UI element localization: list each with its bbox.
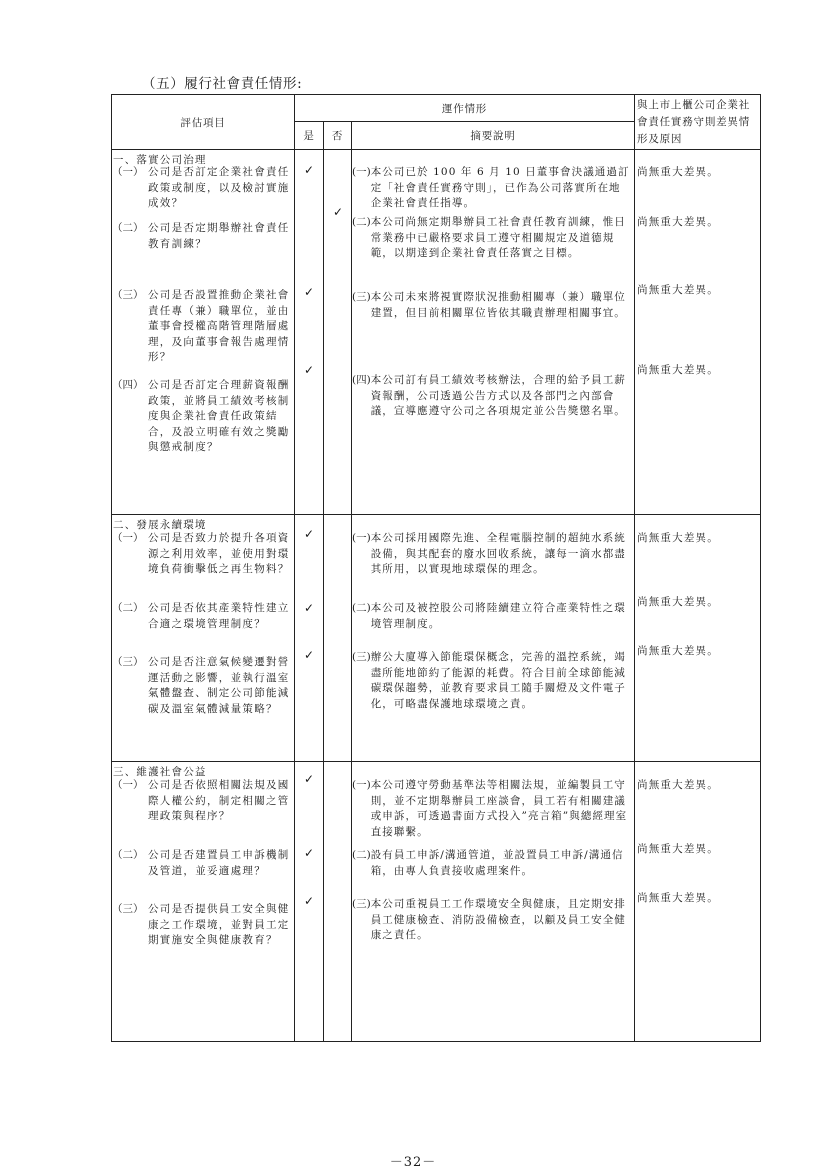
check-mark-icon: ✓ bbox=[304, 601, 315, 615]
header-yes: 是 bbox=[295, 122, 324, 150]
summary-item: (一) 本公司已於 100 年 6 月 10 日董事會決議通過訂定「社會責任實務守則」，已作為公司落實所在地企業社會責任指導。 bbox=[352, 166, 630, 210]
list-item: （一） 公司是否依照相關法規及國際人權公約，制定相關之管理政策與程序？ bbox=[112, 779, 290, 823]
summary-item: (三) 本公司未來將視實際狀況推動相關專（兼）職單位建置，但目前相關單位皆依其職責辦理相關事宜。 bbox=[352, 291, 626, 319]
header-evaluation-item: 評估項目 bbox=[112, 95, 295, 150]
header-operation: 運作情形 bbox=[295, 95, 635, 122]
list-item: （三） 公司是否注意氣候變遷對營運活動之影響，並執行溫室氣體盤查、制定公司節能減碳及溫室氣體減量策略？ bbox=[112, 656, 290, 715]
list-item: （四） 公司是否訂定合理薪資報酬政策，並將員工績效考核制度與企業社會責任政策結合，及設立明確有效之獎勵與懲戒制度？ bbox=[112, 379, 290, 454]
page-number: －32－ bbox=[389, 1155, 437, 1170]
difference-text: 尚無重大差異。 bbox=[637, 216, 719, 228]
list-item: （二） 公司是否建置員工申訴機制及管道，並妥適處理？ bbox=[112, 849, 290, 877]
header-difference: 與上市上櫃公司企業社會責任實務守則差異情形及原因 bbox=[635, 95, 761, 150]
difference-text: 尚無重大差異。 bbox=[637, 284, 719, 296]
table-row bbox=[112, 515, 761, 762]
list-item: （二） 公司是否定期舉辦社會責任教育訓練？ bbox=[112, 222, 290, 250]
difference-text: 尚無重大差異。 bbox=[637, 596, 719, 608]
check-mark-icon: ✓ bbox=[304, 363, 315, 377]
summary-item: (一) 本公司採用國際先進、全程電腦控制的超純水系統設備，與其配套的廢水回收系統，讓每一滴水都盡其所用，以實現地球環保的理念。 bbox=[352, 532, 626, 576]
summary-item: (四) 本公司訂有員工績效考核辦法，合理的給予員工薪資報酬，公司透過公告方式以及各部門之內部會議，宣導應遵守公司之各項規定並公告獎懲名單。 bbox=[352, 374, 626, 418]
csr-evaluation-table bbox=[111, 94, 761, 1042]
difference-text: 尚無重大差異。 bbox=[637, 843, 719, 855]
difference-text: 尚無重大差異。 bbox=[637, 645, 719, 657]
list-item: （一） 公司是否致力於提升各項資源之利用效率，並使用對環境負荷衝擊低之再生物料？ bbox=[112, 532, 290, 576]
difference-text: 尚無重大差異。 bbox=[637, 532, 719, 544]
check-mark-icon: ✓ bbox=[304, 772, 315, 786]
summary-item: (三) 辦公大廈導入節能環保概念，完善的溫控系統，竭盡所能地節約了能源的耗費。符合目前全球節能減碳環保趨勢，並教育要求員工隨手關燈及文件電子化，可略盡保護地球環境之責。 bbox=[352, 651, 626, 710]
list-item: （三） 公司是否提供員工安全與健康之工作環境，並對員工定期實施安全與健康教育？ bbox=[112, 903, 290, 947]
summary-item: (二) 設有員工申訴/溝通管道，並設置員工申訴/溝通信箱，由專人負責接收處理案件。 bbox=[352, 849, 624, 877]
check-mark-icon: ✓ bbox=[304, 163, 315, 177]
section-title: 一、落實公司治理 bbox=[113, 154, 207, 166]
header-summary: 摘要說明 bbox=[352, 122, 635, 150]
list-item: （三） 公司是否設置推動企業社會責任專（兼）職單位，並由董事會授權高階管理階層處理，及向董事會報告處理情形？ bbox=[112, 289, 290, 364]
section-title: 三、維護社會公益 bbox=[113, 766, 207, 778]
summary-item: (二) 本公司及被控股公司將陸續建立符合產業特性之環境管理制度。 bbox=[352, 602, 626, 630]
difference-text: 尚無重大差異。 bbox=[637, 779, 719, 791]
section-title: 二、發展永續環境 bbox=[113, 519, 207, 531]
summary-item: (一) 本公司遵守勞動基準法等相關法規，並編製員工守則，並不定期舉辦員工座談會，員工若有相關建議或申訴，可透過書面方式投入”亮言箱”與總經理室直接聯繫。 bbox=[352, 779, 628, 838]
table-row bbox=[112, 150, 761, 515]
header-no: 否 bbox=[324, 122, 352, 150]
difference-text: 尚無重大差異。 bbox=[637, 364, 719, 376]
check-mark-icon: ✓ bbox=[304, 894, 315, 908]
difference-text: 尚無重大差異。 bbox=[637, 166, 719, 178]
section-heading: （五）履行社會責任情形: bbox=[142, 76, 303, 92]
check-mark-icon: ✓ bbox=[333, 205, 344, 219]
check-mark-icon: ✓ bbox=[304, 285, 315, 299]
summary-item: (三) 本公司重視員工工作環境安全與健康，且定期安排員工健康檢查、消防設備檢查，以顧及員工安全健康之責任。 bbox=[352, 898, 626, 942]
check-mark-icon: ✓ bbox=[304, 648, 315, 662]
difference-text: 尚無重大差異。 bbox=[637, 892, 719, 904]
summary-item: (二) 本公司尚無定期舉辦員工社會責任教育訓練，惟日常業務中已嚴格要求員工遵守相關規定及道德規範，以期達到企業社會責任落實之目標。 bbox=[352, 216, 626, 260]
check-mark-icon: ✓ bbox=[304, 527, 315, 541]
list-item: （二） 公司是否依其產業特性建立合適之環境管理制度？ bbox=[112, 602, 290, 630]
table-row bbox=[112, 762, 761, 1042]
list-item: （一） 公司是否訂定企業社會責任政策或制度，以及檢討實施成效？ bbox=[112, 166, 290, 210]
check-mark-icon: ✓ bbox=[304, 846, 315, 860]
